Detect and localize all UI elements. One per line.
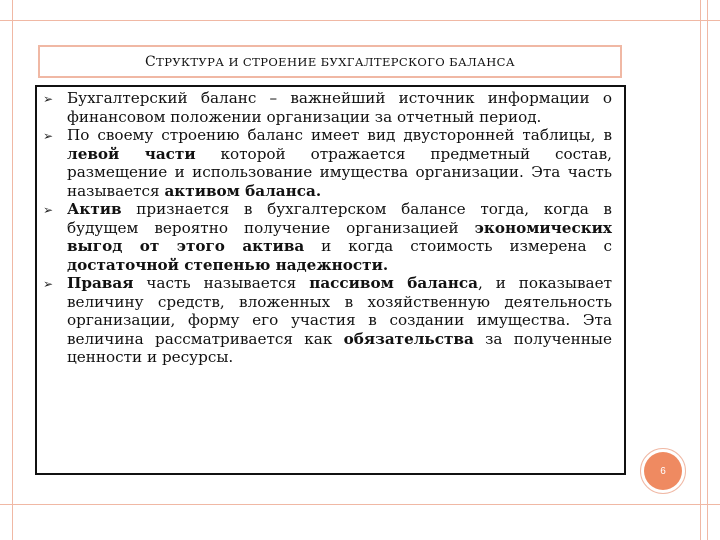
bullet-text: По своему строению баланс имеет вид двусторонней таблицы, в левой части которой отражается предметный состав, размещение и использование имущества организации. Эта часть называется активом баланса. <box>67 126 612 200</box>
arrowhead-bullet-icon: ➢ <box>43 129 54 143</box>
slide-title <box>38 45 622 78</box>
decorative-vertical-line-left <box>12 0 13 540</box>
page-number-badge <box>640 448 686 494</box>
page-number-inner <box>644 452 682 490</box>
decorative-horizontal-line-bottom <box>0 504 720 505</box>
bullet-text: Актив признается в бухгалтерском балансе тогда, когда в будущем вероятно получение организацией экономических выгод от этого актива и когда стоимость измерена с достаточной степенью надежности. <box>67 200 613 274</box>
decorative-vertical-line-right-2 <box>707 0 708 540</box>
bullet-item <box>43 126 612 200</box>
arrowhead-bullet-icon: ➢ <box>43 277 54 291</box>
decorative-vertical-line-right-1 <box>700 0 701 540</box>
bullet-item <box>43 274 612 367</box>
content-frame <box>35 85 626 475</box>
bullet-text: Правая часть называется пассивом баланса, и показывает величину средств, вложенных в хозяйственную деятельность организации, форму его участия в создании имущества. Эта величина рассматривается как обязательства за полученные ценности и ресурсы. <box>67 274 612 366</box>
bullet-list <box>43 87 613 367</box>
title-first-letter: С <box>145 53 157 70</box>
bullet-item <box>43 89 612 126</box>
decorative-horizontal-line-top <box>0 20 720 21</box>
title-rest: ТРУКТУРА И СТРОЕНИЕ БУХГАЛТЕРСКОГО БАЛАНСА <box>156 54 515 69</box>
page-number: 6 <box>660 465 666 477</box>
arrowhead-bullet-icon: ➢ <box>43 203 54 217</box>
bullet-item <box>43 200 613 274</box>
bullet-text: Бухгалтерский баланс – важнейший источник информации о финансовом положении организации за отчетный период. <box>67 89 612 126</box>
arrowhead-bullet-icon: ➢ <box>43 92 54 106</box>
